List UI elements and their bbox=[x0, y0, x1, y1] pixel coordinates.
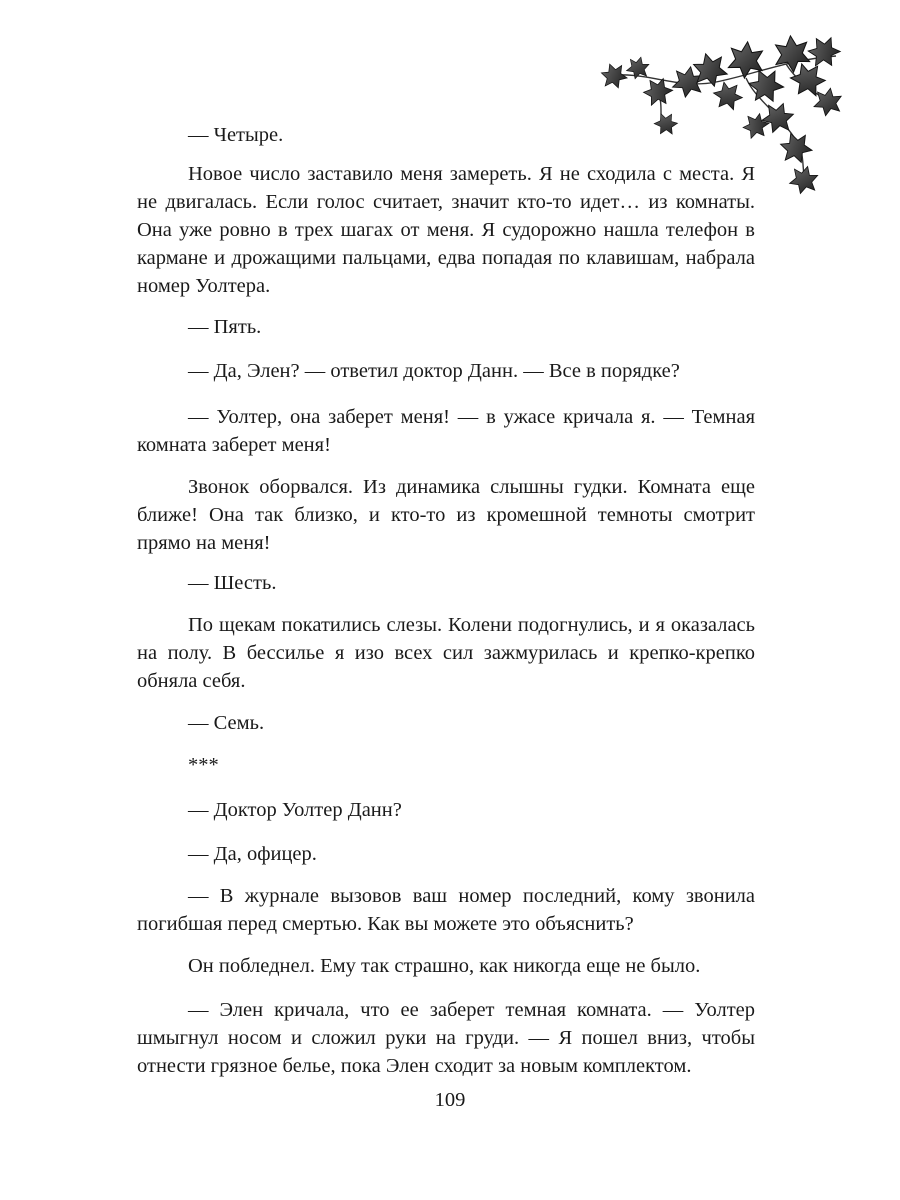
paragraph: Он побледнел. Ему так страшно, как никогда еще не было. bbox=[188, 955, 701, 977]
section-break: *** bbox=[188, 754, 219, 776]
dialogue-line: — Доктор Уолтер Данн? bbox=[188, 799, 402, 821]
paragraph: Звонок оборвался. Из динамика слышны гудки. Комната еще ближе! Она так близко, и кто-то из кромешной темноты смотрит прямо на меня! bbox=[137, 476, 755, 554]
dialogue-line: — В журнале вызовов ваш номер последний, кому звонила погибшая перед смертью. Как вы можете это объяснить? bbox=[137, 885, 755, 935]
dialogue-line: — Семь. bbox=[188, 712, 265, 734]
dialogue-line: — Да, офицер. bbox=[188, 843, 317, 865]
dialogue-line: — Пять. bbox=[188, 316, 262, 338]
dialogue-line: — Уолтер, она заберет меня! — в ужасе кричала я. — Темная комната заберет меня! bbox=[137, 406, 755, 456]
dialogue-line: — Четыре. bbox=[188, 124, 284, 146]
paragraph: Новое число заставило меня замереть. Я не сходила с места. Я не двигалась. Если голос считает, значит кто-то идет… из комнаты. Она уже ровно в трех шагах от меня. Я судорожно нашла телефон в кармане и дрожащими пальцами, едва попадая по клавишам, набрала номер Уолтера. bbox=[137, 163, 755, 297]
paragraph: По щекам покатились слезы. Колени подогнулись, и я оказалась на полу. В бессилье я изо всех сил зажмурилась и крепко-крепко обняла себя. bbox=[137, 614, 755, 692]
dialogue-line: — Элен кричала, что ее заберет темная комната. — Уолтер шмыгнул носом и сложил руки на груди. — Я пошел вниз, чтобы отнести грязное белье, пока Элен сходит за новым комплектом. bbox=[137, 999, 755, 1077]
dialogue-line: — Шесть. bbox=[188, 572, 277, 594]
page-number: 109 bbox=[434, 1089, 466, 1111]
dialogue-line: — Да, Элен? — ответил доктор Данн. — Все в порядке? bbox=[188, 360, 680, 382]
